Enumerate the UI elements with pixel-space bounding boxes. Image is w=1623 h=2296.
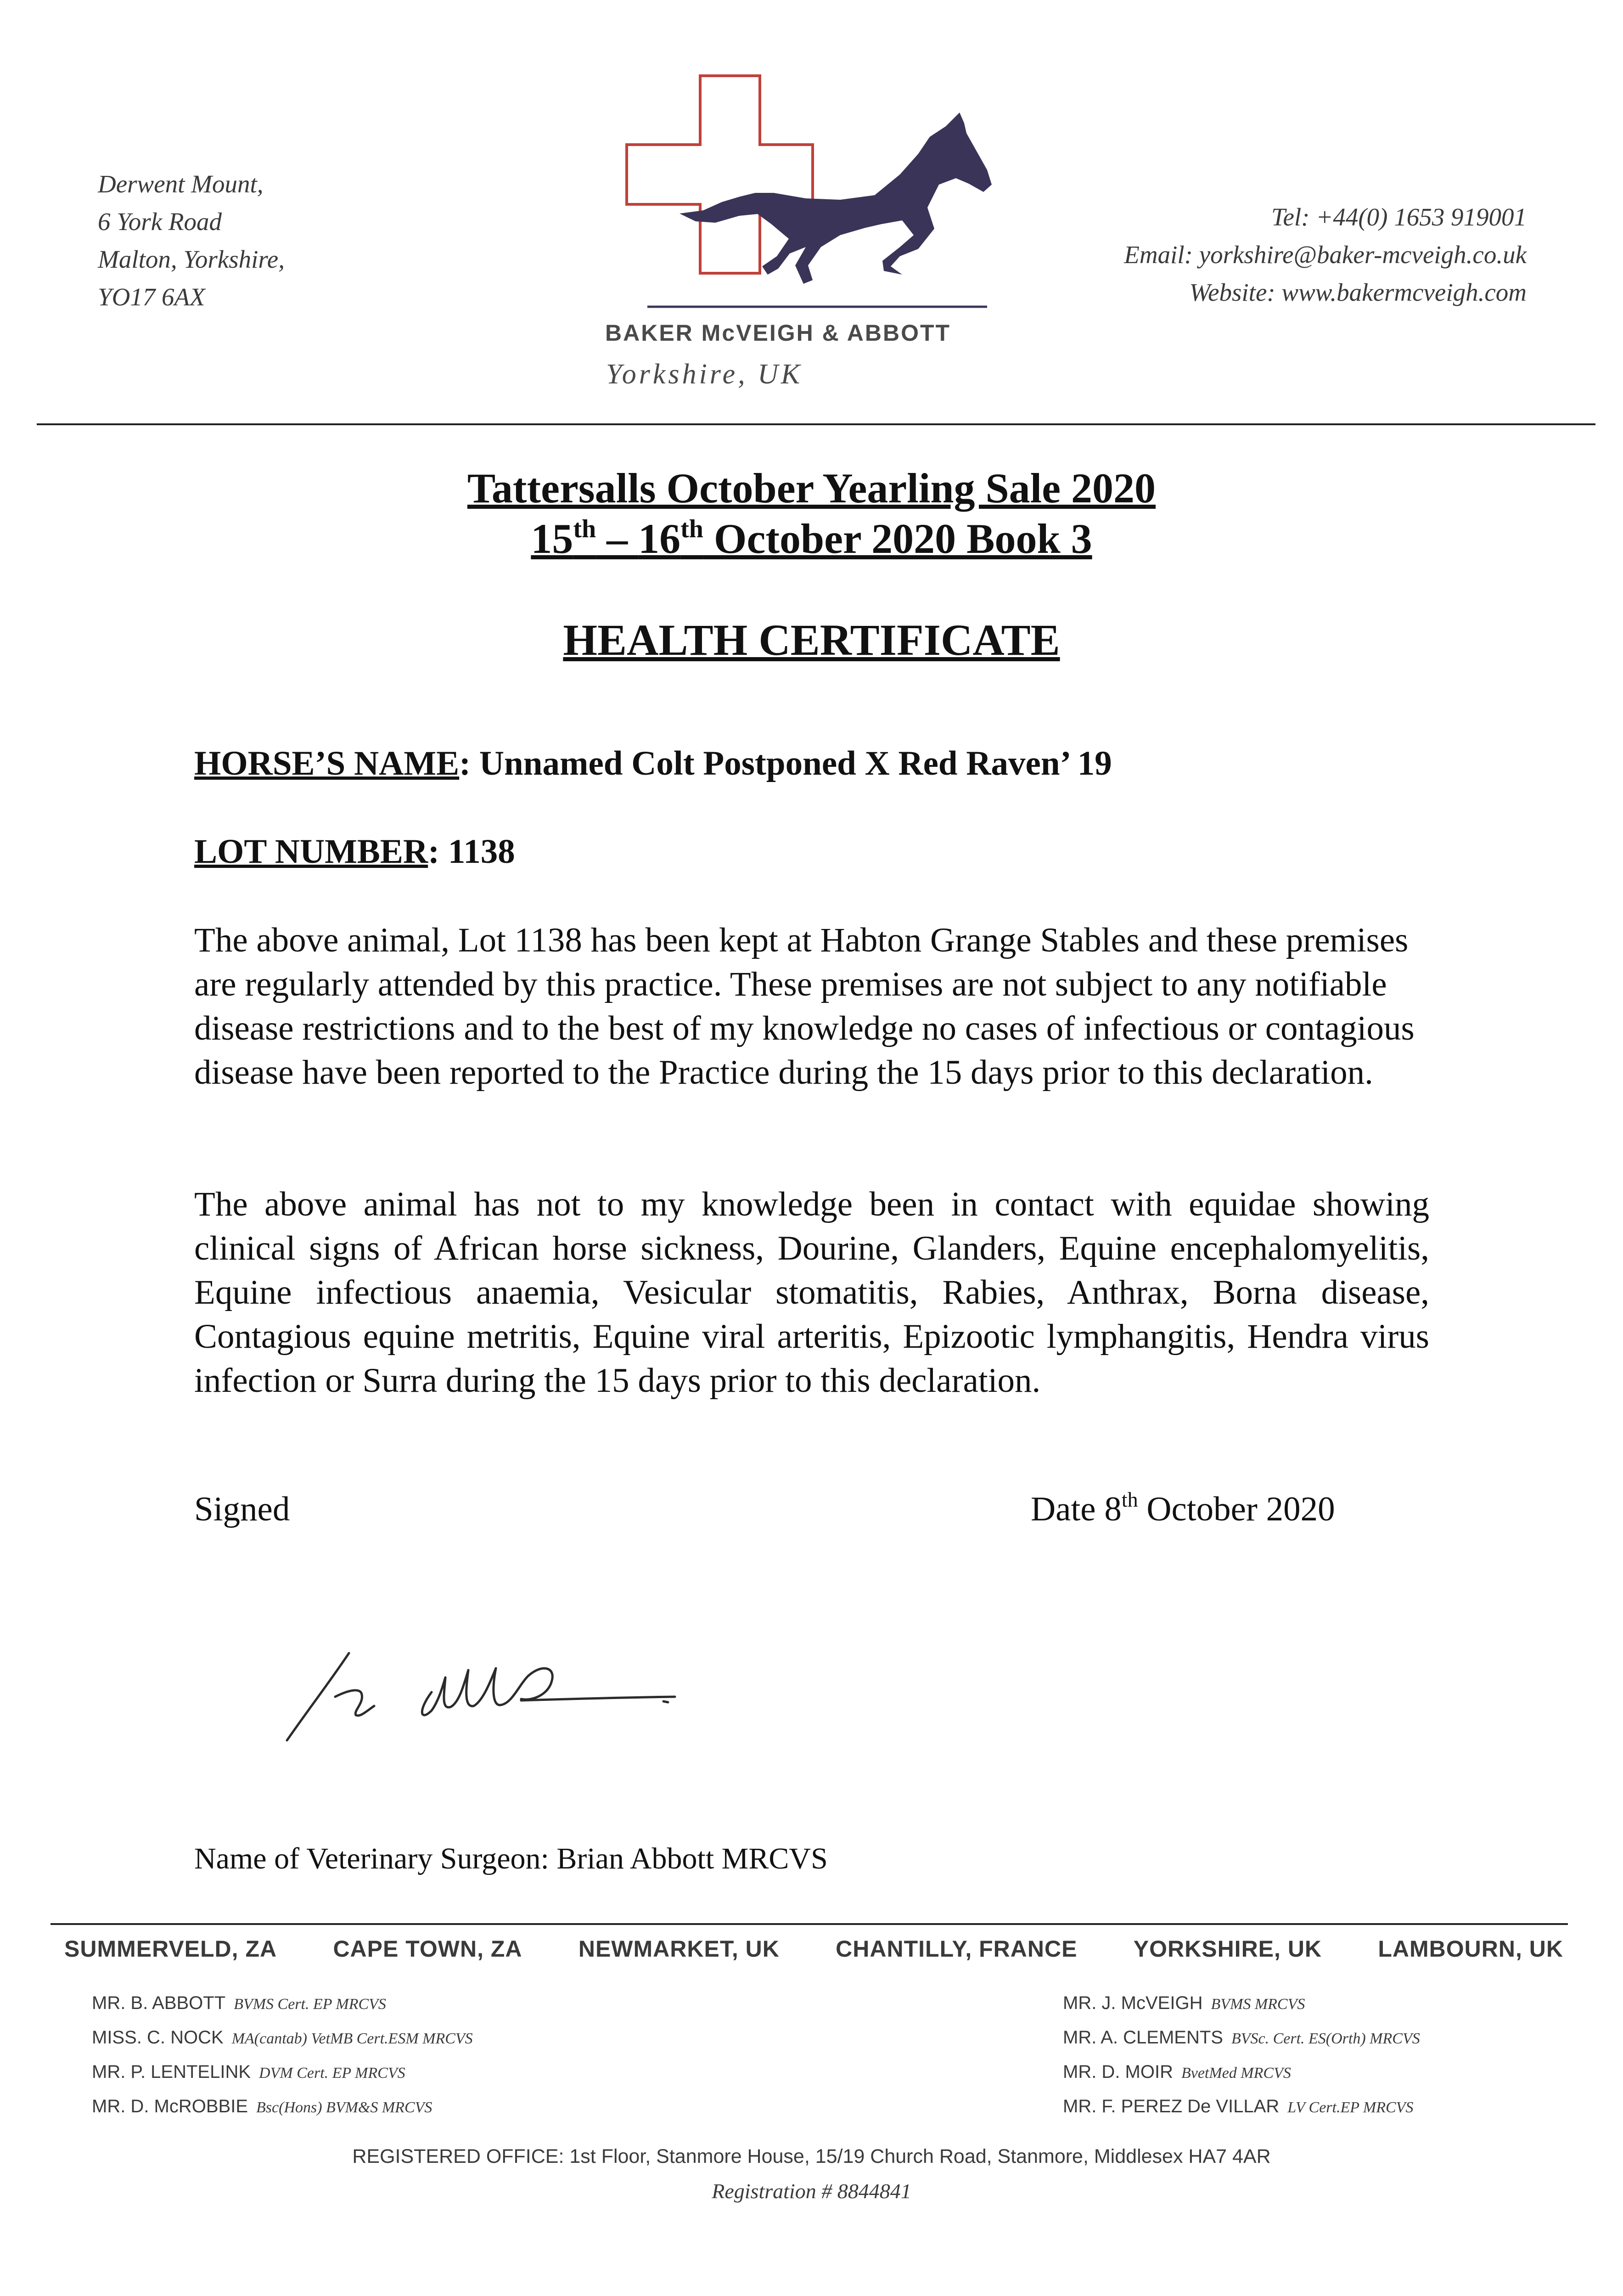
brand-location: Yorkshire, UK — [606, 359, 803, 390]
staff-name: MR. D. McROBBIE — [92, 2096, 248, 2116]
contact-phone: Tel: +44(0) 1653 919001 — [1271, 203, 1527, 231]
staff-qualifications: DVM Cert. EP MRCVS — [259, 2065, 405, 2082]
location-item: LAMBOURN, UK — [1378, 1936, 1563, 1962]
horse-name-label: HORSE’S NAME — [194, 744, 460, 782]
lot-number-value: : 1138 — [428, 833, 515, 871]
location-item: CAPE TOWN, ZA — [333, 1936, 522, 1962]
signed-label: Signed — [194, 1490, 290, 1528]
sale-title: Tattersalls October Yearling Sale 2020 — [467, 465, 1156, 512]
location-item: YORKSHIRE, UK — [1133, 1936, 1322, 1962]
staff-qualifications: MA(cantab) VetMB Cert.ESM MRCVS — [231, 2030, 473, 2047]
sale-dates-rest: October 2020 Book 3 — [703, 515, 1092, 562]
registered-office: REGISTERED OFFICE: 1st Floor, Stanmore House, 15/19 Church Road, Stanmore, Middlesex HA7 4AR — [352, 2145, 1271, 2167]
staff-row — [92, 2055, 473, 2089]
lot-number-field — [194, 832, 515, 872]
staff-qualifications: BVMS Cert. EP MRCVS — [234, 1996, 386, 2013]
sale-dates — [0, 514, 1623, 563]
staff-row — [92, 2020, 473, 2055]
staff-row — [92, 1986, 473, 2020]
certificate-title: HEALTH CERTIFICATE — [563, 615, 1060, 664]
date-suffix: th — [1121, 1488, 1138, 1511]
staff-row — [1063, 2055, 1420, 2089]
staff-name: MR. F. PEREZ De VILLAR — [1063, 2096, 1280, 2116]
horse-icon — [680, 113, 992, 284]
address-line: 6 York Road — [98, 208, 222, 236]
horse-name-value: : Unnamed Colt Postponed X Red Raven’ 19 — [459, 744, 1112, 782]
date-prefix: Date 8 — [1031, 1490, 1122, 1528]
address-line: Malton, Yorkshire, — [98, 245, 285, 273]
cross-icon — [627, 76, 813, 273]
contact-website: Website: www.bakermcveigh.com — [1189, 278, 1527, 306]
location-item: SUMMERVELD, ZA — [64, 1936, 277, 1962]
horse-name-field — [194, 744, 1112, 783]
staff-row — [1063, 2020, 1420, 2055]
staff-name: MR. J. McVEIGH — [1063, 1993, 1203, 2013]
footer-divider — [51, 1923, 1568, 1925]
declaration-paragraph-2: The above animal has not to my knowledge been in contact with equidae showing clinical signs of African horse sickness, Dourine, Glanders, Equine encephalomyelitis, Equine infectious anaemia, Vesicular stomatitis, Rabies, Anthrax, Borna disease, Contagious equine metritis, Equine viral arteritis, Epizootic lymphangitis, Hendra virus infection or Surra during the 15 days prior to this declaration. — [194, 1185, 1429, 1400]
staff-qualifications: BvetMed MRCVS — [1181, 2065, 1291, 2082]
staff-name: MISS. C. NOCK — [92, 2027, 224, 2048]
date-rest: October 2020 — [1138, 1490, 1335, 1528]
contact-email: Email: yorkshire@baker-mcveigh.co.uk — [1124, 241, 1527, 269]
sale-dates-day1: 15 — [531, 515, 573, 562]
staff-row — [1063, 2089, 1420, 2124]
address-line: Derwent Mount, — [98, 170, 264, 198]
office-locations — [64, 1936, 1563, 1962]
lot-number-label: LOT NUMBER — [194, 833, 428, 871]
registration-number: Registration # 8844841 — [712, 2179, 911, 2203]
staff-name: MR. A. CLEMENTS — [1063, 2027, 1223, 2048]
brand-name: BAKER McVEIGH & ABBOTT — [605, 320, 951, 346]
declaration-paragraph-1: The above animal, Lot 1138 has been kept at Habton Grange Stables and these premises are regularly attended by this practice. These premises are not subject to any notifiable disease restrictions and to the best of my knowledge no cases of infectious or contagious disease have been reported to the Practice during the 15 days prior to this declaration. — [194, 921, 1415, 1092]
veterinary-surgeon: Name of Veterinary Surgeon: Brian Abbott MRCVS — [194, 1842, 828, 1875]
header-divider — [37, 423, 1595, 425]
declaration-date — [1031, 1490, 1335, 1529]
location-item: CHANTILLY, FRANCE — [836, 1936, 1078, 1962]
staff-name: MR. P. LENTELINK — [92, 2062, 251, 2082]
handwritten-signature — [280, 1642, 693, 1752]
staff-qualifications: BVMS MRCVS — [1211, 1996, 1305, 2013]
staff-qualifications: Bsc(Hons) BVM&S MRCVS — [256, 2099, 432, 2116]
sale-dates-sup1: th — [573, 515, 596, 543]
location-item: NEWMARKET, UK — [578, 1936, 780, 1962]
practice-address — [98, 165, 285, 316]
staff-list-left — [92, 1986, 473, 2124]
staff-qualifications: BVSc. Cert. ES(Orth) MRCVS — [1231, 2030, 1420, 2047]
sale-dates-dash: – — [596, 515, 639, 562]
staff-qualifications: LV Cert.EP MRCVS — [1287, 2099, 1414, 2116]
staff-name: MR. B. ABBOTT — [92, 1993, 226, 2013]
sale-dates-day2: 16 — [638, 515, 681, 562]
sale-dates-sup2: th — [680, 515, 703, 543]
staff-row — [92, 2089, 473, 2124]
practice-contact — [1124, 198, 1527, 311]
staff-list-right — [1063, 1986, 1420, 2124]
address-line: YO17 6AX — [98, 283, 205, 311]
staff-row — [1063, 1986, 1420, 2020]
staff-name: MR. D. MOIR — [1063, 2062, 1173, 2082]
